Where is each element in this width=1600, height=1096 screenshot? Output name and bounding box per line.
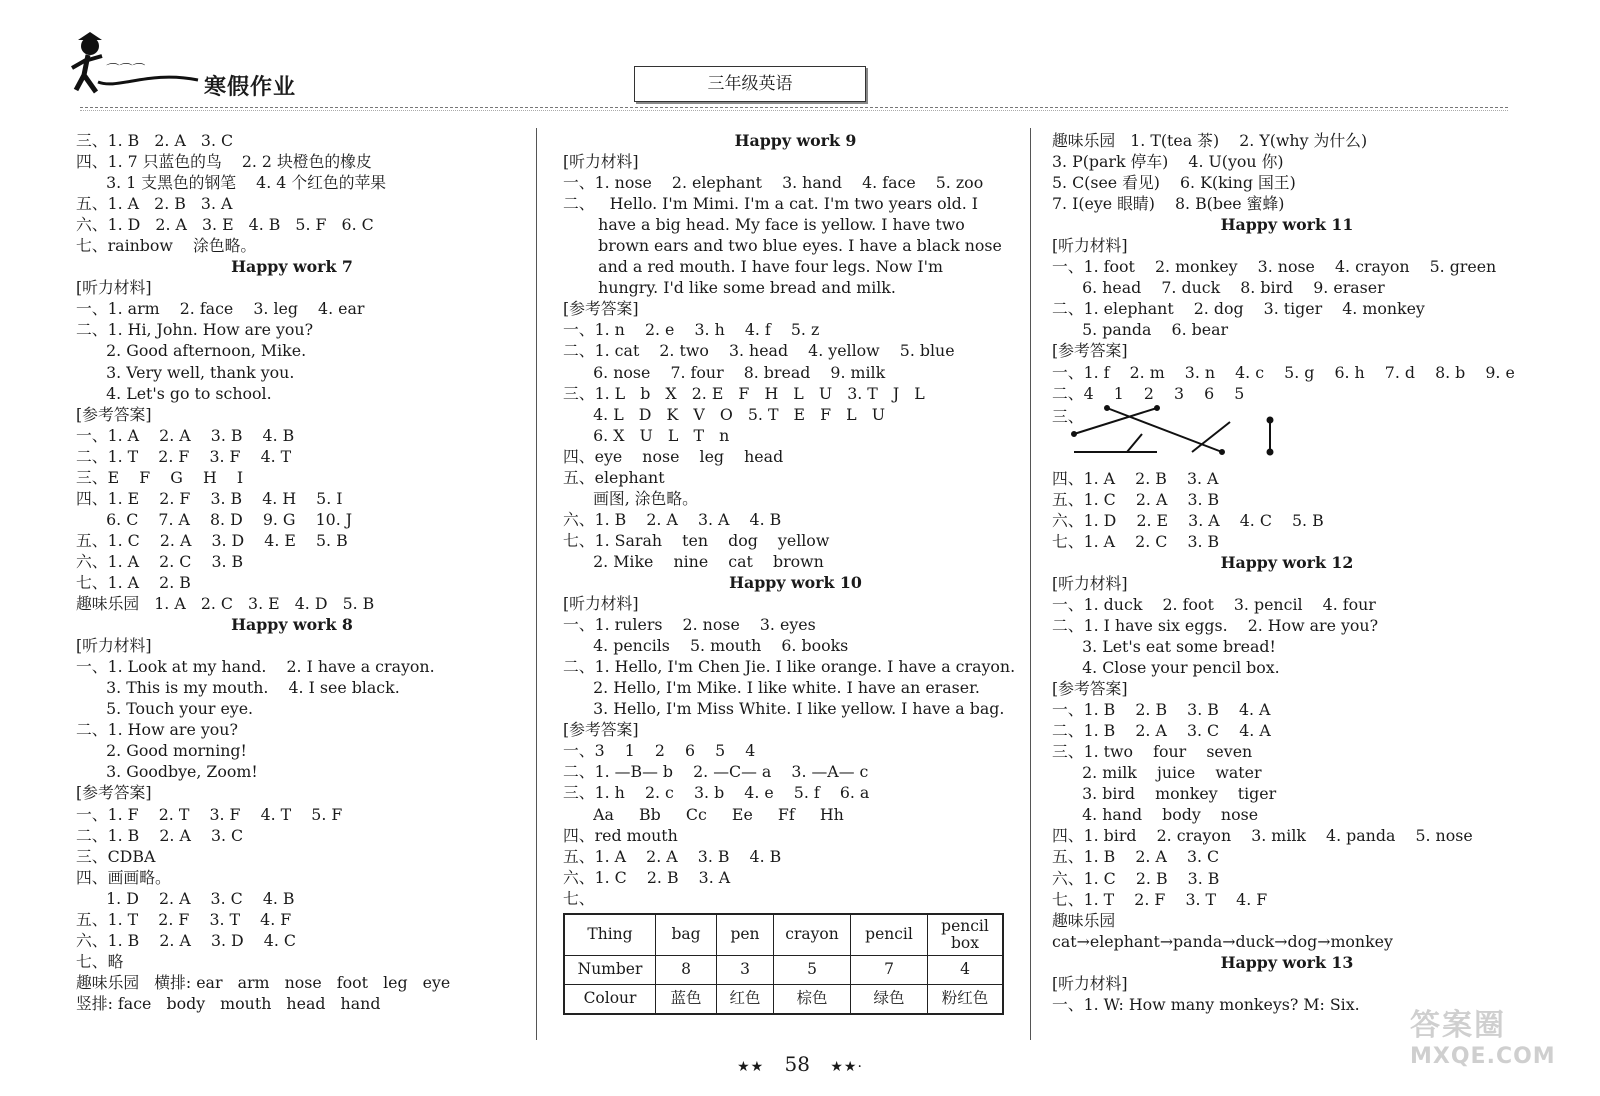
answer-line: 二、1. How are you? bbox=[76, 720, 238, 740]
site-watermark bbox=[1410, 1000, 1590, 1090]
table-row-thing bbox=[564, 914, 1003, 956]
answer-line: 二、4 1 2 3 6 5 bbox=[1052, 383, 1245, 403]
cartoon-boy-icon bbox=[68, 30, 208, 102]
answer-line: 五、1. T 2. F 3. T 4. F bbox=[76, 909, 292, 929]
answer-line: 六、1. B 2. A 3. A 4. B bbox=[563, 509, 782, 529]
grade-title-box: 三年级英语 bbox=[634, 66, 866, 102]
page-number: 58 bbox=[784, 1052, 810, 1076]
answer-line: 二、1. elephant 2. dog 3. tiger 4. monkey bbox=[1052, 299, 1425, 319]
answer-line: 7. I(eye 眼睛) 8. B(bee 蜜蜂) bbox=[1052, 194, 1285, 214]
answer-line: 3. Let's eat some bread! bbox=[1052, 636, 1276, 656]
page-footer bbox=[0, 1052, 1600, 1076]
answer-line: 竖排: face body mouth head hand bbox=[76, 993, 381, 1013]
header-rule bbox=[80, 107, 1508, 108]
answer-line: 五、1. A 2. B 3. A bbox=[76, 194, 233, 214]
table-cell: 7 bbox=[851, 955, 928, 984]
answer-line: 3. Hello, I'm Miss White. I like yellow. I have a bag. bbox=[563, 699, 1005, 719]
answer-line: 三、1. h 2. c 3. b 4. e 5. f 6. a bbox=[563, 783, 870, 803]
section-title: Happy work 12 bbox=[1220, 552, 1354, 572]
answer-line: 趣味乐园 横排: ear arm nose foot leg eye bbox=[76, 972, 451, 992]
answer-line: 五、elephant bbox=[563, 467, 665, 487]
logo-title: 寒假作业 bbox=[204, 75, 297, 100]
answer-line: 三、CDBA bbox=[76, 846, 156, 866]
column-divider-2 bbox=[1030, 128, 1031, 1040]
section-label: [听力材料] bbox=[1052, 973, 1128, 993]
answer-line: cat→elephant→panda→duck→dog→monkey bbox=[1052, 931, 1393, 951]
answer-line: 一、1. B 2. B 3. B 4. A bbox=[1052, 700, 1271, 720]
column-divider-1 bbox=[536, 128, 537, 1040]
column-3-text-top bbox=[1052, 130, 1522, 404]
table-cell: pen bbox=[717, 914, 774, 956]
matching-lines-diagram bbox=[1052, 404, 1522, 468]
section-label: [听力材料] bbox=[76, 636, 152, 656]
answer-line: 二、1. Hello, I'm Chen Jie. I like orange. I have a crayon. bbox=[563, 657, 1016, 677]
answer-line: 5. C(see 看见) 6. K(king 国王) bbox=[1052, 173, 1296, 193]
table-cell: pencil box bbox=[928, 914, 1004, 956]
answer-line: 七、略 bbox=[76, 951, 124, 971]
answer-line: 五、1. B 2. A 3. C bbox=[1052, 847, 1220, 867]
answer-line: 五、1. A 2. A 3. B 4. B bbox=[563, 846, 782, 866]
answer-line: 一、1. foot 2. monkey 3. nose 4. crayon 5. green bbox=[1052, 257, 1497, 277]
table-cell: 5 bbox=[774, 955, 851, 984]
table-cell: Number bbox=[564, 955, 656, 984]
answer-line: 4. L D K V O 5. T E F L U bbox=[563, 404, 886, 424]
answer-line: 六、1. C 2. B 3. A bbox=[563, 867, 731, 887]
answer-line: 四、eye nose leg head bbox=[563, 446, 784, 466]
answer-line: 3. This is my mouth. 4. I see black. bbox=[76, 678, 400, 698]
answer-line: 四、1. bird 2. crayon 3. milk 4. panda 5. nose bbox=[1052, 826, 1473, 846]
answer-line: 一、1. n 2. e 3. h 4. f 5. z bbox=[563, 320, 820, 340]
answer-line: 趣味乐园 1. T(tea 茶) 2. Y(why 为什么) bbox=[1052, 131, 1368, 150]
answer-line: 一、1. f 2. m 3. n 4. c 5. g 6. h 7. d 8. b 9. e bbox=[1052, 362, 1515, 382]
answer-line: 3. bird monkey tiger bbox=[1052, 784, 1277, 804]
answer-line: 三、1. two four seven bbox=[1052, 742, 1253, 762]
answer-line: 6. C 7. A 8. D 9. G 10. J bbox=[76, 509, 353, 529]
matching-lines-icon bbox=[1052, 404, 1292, 468]
answer-line: 七、1. T 2. F 3. T 4. F bbox=[1052, 889, 1268, 909]
answer-line: and a red mouth. I have four legs. Now I'm bbox=[563, 257, 943, 277]
answer-line: 四、画画略。 bbox=[76, 867, 171, 887]
answer-line: 4. Close your pencil box. bbox=[1052, 658, 1280, 678]
answer-line: 一、1. rulers 2. nose 3. eyes bbox=[563, 615, 816, 635]
answer-line: 3. Goodbye, Zoom! bbox=[76, 762, 258, 782]
answer-line: 6. nose 7. four 8. bread 9. milk bbox=[563, 362, 886, 382]
answer-line: 一、1. A 2. A 3. B 4. B bbox=[76, 425, 295, 445]
answer-line: 六、1. D 2. E 3. A 4. C 5. B bbox=[1052, 510, 1324, 530]
section-title: Happy work 10 bbox=[729, 572, 862, 592]
answer-column-1 bbox=[76, 130, 508, 1014]
column-2-text bbox=[563, 130, 1028, 909]
match-label: 三、 bbox=[1052, 406, 1084, 426]
answer-line: 4. hand body nose bbox=[1052, 805, 1259, 825]
table-cell: 棕色 bbox=[774, 984, 851, 1014]
section-label: [参考答案] bbox=[76, 783, 152, 803]
table-cell: 4 bbox=[928, 955, 1004, 984]
answer-line: 二、1. B 2. A 3. C bbox=[76, 825, 244, 845]
answer-line: 一、3 1 2 6 5 4 bbox=[563, 741, 756, 761]
answer-line: 趣味乐园 1. A 2. C 3. E 4. D 5. B bbox=[76, 594, 375, 614]
section-label: [参考答案] bbox=[1052, 341, 1128, 361]
section-label: [参考答案] bbox=[563, 720, 639, 740]
answer-line: 六、1. D 2. A 3. E 4. B 5. F 6. C bbox=[76, 215, 374, 235]
answer-line: 4. pencils 5. mouth 6. books bbox=[563, 636, 849, 656]
answer-line: 1. D 2. A 3. C 4. B bbox=[76, 888, 295, 908]
table-cell: 蓝色 bbox=[656, 984, 717, 1014]
answer-line: 七、1. A 2. B bbox=[76, 572, 191, 592]
section-label: [听力材料] bbox=[563, 594, 639, 614]
section-title: Happy work 7 bbox=[231, 257, 353, 277]
section-title: Happy work 9 bbox=[734, 131, 857, 150]
answer-line: 画图, 涂色略。 bbox=[563, 488, 698, 508]
table-cell: Thing bbox=[564, 914, 656, 956]
section-label: [听力材料] bbox=[1052, 573, 1128, 593]
section-label: [听力材料] bbox=[563, 152, 639, 172]
answer-line: 2. Good morning! bbox=[76, 741, 247, 761]
watermark-line-1: 答案圈 bbox=[1410, 1008, 1506, 1043]
answer-line: 5. Touch your eye. bbox=[76, 699, 254, 719]
answer-line: 五、1. C 2. A 3. B bbox=[1052, 489, 1220, 509]
column-3-text-bottom bbox=[1052, 468, 1522, 1015]
answer-line: 3. Very well, thank you. bbox=[76, 362, 295, 382]
answer-line: 七、1. Sarah ten dog yellow bbox=[563, 530, 830, 550]
answer-line: 一、1. F 2. T 3. F 4. T 5. F bbox=[76, 804, 343, 824]
table-cell: 粉红色 bbox=[928, 984, 1004, 1014]
answer-line: 2. Mike nine cat brown bbox=[563, 551, 824, 571]
watermark-line-2: MXQE.COM bbox=[1410, 1044, 1556, 1069]
answer-line: hungry. I'd like some bread and milk. bbox=[563, 278, 896, 298]
answer-line: 3. P(park 停车) 4. U(you 你) bbox=[1052, 152, 1284, 172]
table-cell: bag bbox=[656, 914, 717, 956]
table-cell: 8 bbox=[656, 955, 717, 984]
section-label: [听力材料] bbox=[1052, 236, 1128, 256]
answer-line: 二、1. cat 2. two 3. head 4. yellow 5. blue bbox=[563, 341, 955, 361]
section-label: [听力材料] bbox=[76, 278, 152, 298]
section-label: [参考答案] bbox=[563, 299, 639, 319]
answer-line: 3. 1 支黑色的钢笔 4. 4 个红色的苹果 bbox=[76, 173, 387, 193]
answer-line: 五、1. C 2. A 3. D 4. E 5. B bbox=[76, 530, 348, 550]
answer-line: 6. X U L T n bbox=[563, 425, 730, 445]
table-cell: Colour bbox=[564, 984, 656, 1014]
answer-line: 2. Hello, I'm Mike. I like white. I have an eraser. bbox=[563, 678, 980, 698]
table-cell: pencil bbox=[851, 914, 928, 956]
answer-line: 四、red mouth bbox=[563, 825, 678, 845]
answer-line: 六、1. A 2. C 3. B bbox=[76, 551, 244, 571]
svg-text:⌒⌒⌒: ⌒⌒⌒ bbox=[104, 63, 144, 78]
answer-line: 七、1. A 2. C 3. B bbox=[1052, 531, 1220, 551]
answer-line: 趣味乐园 bbox=[1052, 910, 1116, 930]
header-rule-dotted bbox=[80, 110, 1508, 111]
answer-line: 二、1. —B— b 2. —C— a 3. —A— c bbox=[563, 762, 869, 782]
answer-line: 六、1. B 2. A 3. D 4. C bbox=[76, 930, 296, 950]
answer-line: 四、1. 7 只蓝色的鸟 2. 2 块橙色的橡皮 bbox=[76, 152, 372, 172]
answer-line: 一、1. Look at my hand. 2. I have a crayon. bbox=[76, 657, 435, 677]
stars-right-icon: ★★· bbox=[830, 1059, 863, 1075]
table-cell: 红色 bbox=[717, 984, 774, 1014]
answer-line: 一、1. duck 2. foot 3. pencil 4. four bbox=[1052, 594, 1376, 614]
answer-line: 一、1. nose 2. elephant 3. hand 4. face 5. zoo bbox=[563, 173, 984, 193]
answer-line: have a big head. My face is yellow. I have two bbox=[563, 215, 965, 235]
stars-left-icon: ★★ bbox=[737, 1059, 765, 1075]
answer-line: 二、1. B 2. A 3. C 4. A bbox=[1052, 721, 1271, 741]
book-logo bbox=[68, 30, 318, 102]
answer-line: 四、1. A 2. B 3. A bbox=[1052, 468, 1219, 488]
answer-line: Aa Bb Cc Ee Ff Hh bbox=[563, 804, 844, 824]
page-header bbox=[0, 0, 1600, 110]
section-title: Happy work 8 bbox=[231, 615, 353, 635]
section-title: Happy work 11 bbox=[1220, 215, 1354, 235]
table-cell: 绿色 bbox=[851, 984, 928, 1014]
answer-line: 一、1. arm 2. face 3. leg 4. ear bbox=[76, 299, 365, 319]
answer-line: 七、 bbox=[563, 888, 595, 908]
answer-line: 二、1. I have six eggs. 2. How are you? bbox=[1052, 615, 1379, 635]
answer-line: 六、1. C 2. B 3. B bbox=[1052, 868, 1220, 888]
section-title: Happy work 13 bbox=[1220, 952, 1354, 972]
answer-line: 2. milk juice water bbox=[1052, 763, 1262, 783]
section-label: [参考答案] bbox=[76, 404, 152, 424]
answer-line: 4. Let's go to school. bbox=[76, 383, 272, 403]
answer-line: brown ears and two blue eyes. I have a black nose bbox=[563, 236, 1002, 256]
answer-line: 一、1. W: How many monkeys? M: Six. bbox=[1052, 994, 1360, 1014]
answer-column-3 bbox=[1052, 130, 1522, 1015]
answer-line: 二、1. T 2. F 3. F 4. T bbox=[76, 446, 292, 466]
answer-line: 6. head 7. duck 8. bird 9. eraser bbox=[1052, 278, 1385, 298]
answer-line: 三、E F G H I bbox=[76, 467, 244, 487]
answer-line: 5. panda 6. bear bbox=[1052, 320, 1229, 340]
table-cell: crayon bbox=[774, 914, 851, 956]
answer-line: 三、1. B 2. A 3. C bbox=[76, 131, 234, 150]
answer-line: 七、rainbow 涂色略。 bbox=[76, 236, 257, 256]
answer-column-2 bbox=[563, 130, 1028, 1015]
table-row-colour bbox=[564, 984, 1003, 1014]
answer-line: 四、1. E 2. F 3. B 4. H 5. I bbox=[76, 488, 343, 508]
section-label: [参考答案] bbox=[1052, 679, 1128, 699]
answer-line: 二、1. Hi, John. How are you? bbox=[76, 320, 314, 340]
answer-line: 二、 Hello. I'm Mimi. I'm a cat. I'm two years old. I bbox=[563, 194, 979, 214]
answer-line: 2. Good afternoon, Mike. bbox=[76, 341, 307, 361]
table-cell: 3 bbox=[717, 955, 774, 984]
thing-number-colour-table bbox=[563, 913, 1004, 1015]
table-row-number bbox=[564, 955, 1003, 984]
answer-line: 三、1. L b X 2. E F H L U 3. T J L bbox=[563, 383, 925, 403]
